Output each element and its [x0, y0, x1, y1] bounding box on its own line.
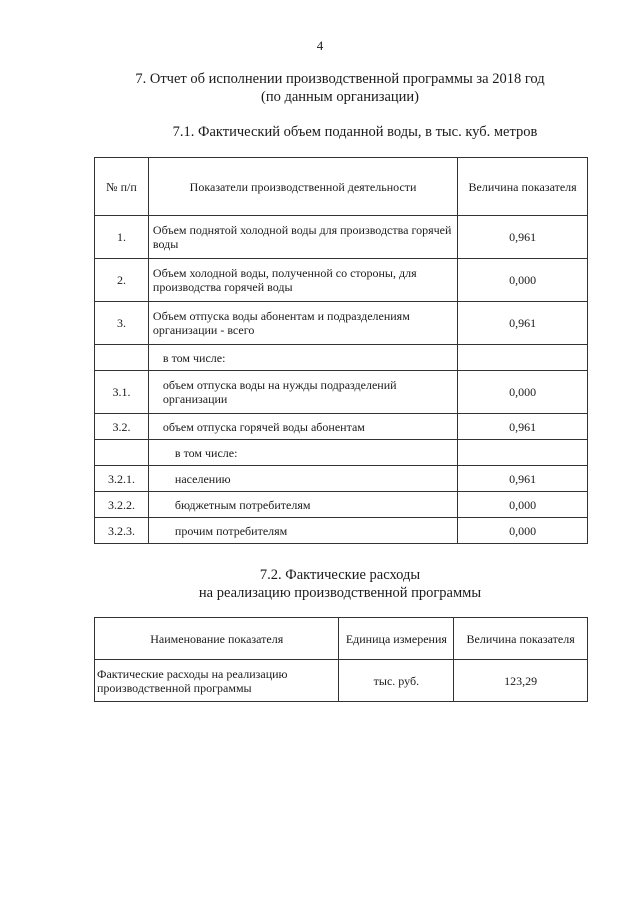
section-title-line1: 7. Отчет об исполнении производственной программы за 2018 год [135, 71, 545, 87]
table-row [95, 466, 588, 492]
row-num: 2. [95, 259, 149, 302]
expense-value: 123,29 [454, 660, 588, 702]
row-name: объем отпуска горячей воды абонентам [148, 414, 457, 440]
table-row [95, 302, 588, 345]
table-row [95, 216, 588, 259]
header-value: Величина показателя [458, 158, 588, 216]
table-row [95, 660, 588, 702]
header-name: Наименование показателя [95, 618, 339, 660]
table-row [95, 440, 588, 466]
table1-header-row [95, 158, 588, 216]
row-num: 3.1. [95, 371, 149, 414]
page-number: 4 [316, 38, 324, 53]
row-value: 0,000 [458, 518, 588, 544]
section-title [90, 70, 590, 106]
section-title-line2: (по данным организации) [260, 89, 419, 105]
subsection2-title-line1: 7.2. Фактические расходы [259, 567, 421, 583]
row-name: Объем холодной воды, полученной со стороны, для производства горячей воды [148, 259, 457, 302]
table2-header-row [95, 618, 588, 660]
expense-unit: тыс. руб. [339, 660, 454, 702]
row-name: прочим потребителям [148, 518, 457, 544]
row-value: 0,961 [458, 414, 588, 440]
expenses-table [94, 617, 588, 702]
row-value: 0,000 [458, 371, 588, 414]
row-num: 3.2. [95, 414, 149, 440]
table-row [95, 371, 588, 414]
row-num: 3. [95, 302, 149, 345]
subsection2-title [90, 566, 590, 602]
header-num: № п/п [95, 158, 149, 216]
table-row [95, 492, 588, 518]
row-name: в том числе: [148, 345, 457, 371]
row-name: объем отпуска воды на нужды подразделений организации [148, 371, 457, 414]
row-num [95, 345, 149, 371]
header-unit: Единица измерения [339, 618, 454, 660]
expense-name: Фактические расходы на реализацию производственной программы [95, 660, 339, 702]
row-num: 1. [95, 216, 149, 259]
row-num: 3.2.3. [95, 518, 149, 544]
row-value [458, 345, 588, 371]
row-name: бюджетным потребителям [148, 492, 457, 518]
row-value: 0,961 [458, 466, 588, 492]
header-value: Величина показателя [454, 618, 588, 660]
row-value: 0,961 [458, 216, 588, 259]
header-indicator: Показатели производственной деятельности [148, 158, 457, 216]
table-row [95, 345, 588, 371]
water-volume-table [94, 157, 588, 544]
subsection2-title-line2: на реализацию производственной программы [198, 585, 482, 601]
table-row [95, 414, 588, 440]
row-num [95, 440, 149, 466]
subsection1-title: 7.1. Фактический объем поданной воды, в тыс. куб. метров [172, 124, 538, 140]
row-num: 3.2.1. [95, 466, 149, 492]
table-row [95, 259, 588, 302]
row-value: 0,961 [458, 302, 588, 345]
row-name: Объем поднятой холодной воды для производства горячей воды [148, 216, 457, 259]
row-num: 3.2.2. [95, 492, 149, 518]
row-name: Объем отпуска воды абонентам и подразделениям организации - всего [148, 302, 457, 345]
row-name: в том числе: [148, 440, 457, 466]
row-value: 0,000 [458, 259, 588, 302]
row-value: 0,000 [458, 492, 588, 518]
row-name: населению [148, 466, 457, 492]
table-row [95, 518, 588, 544]
row-value [458, 440, 588, 466]
